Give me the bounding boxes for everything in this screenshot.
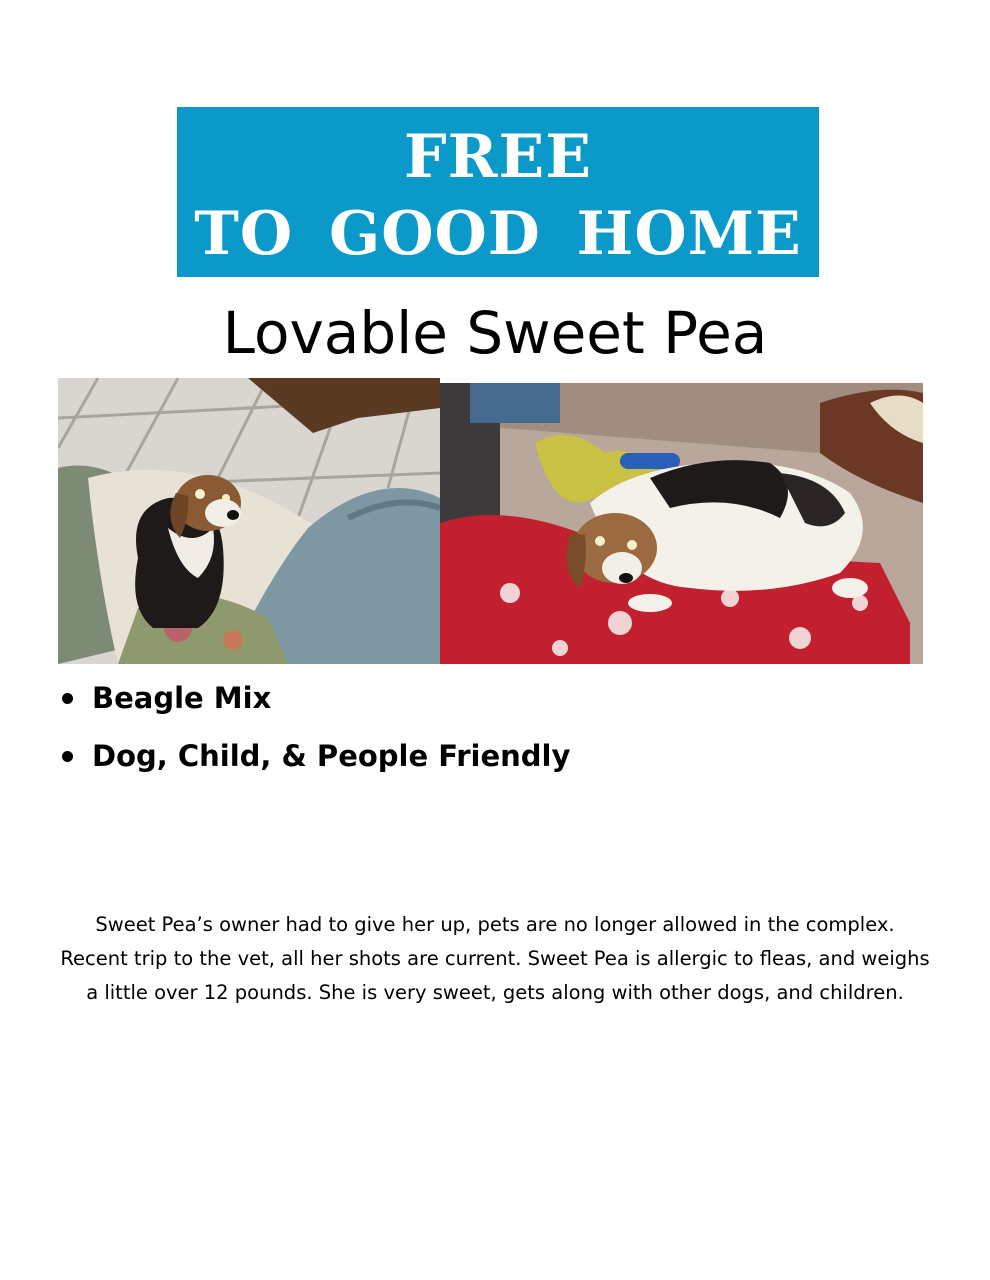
banner-line-1: FREE <box>404 122 592 192</box>
feature-item <box>62 734 570 792</box>
banner-line-2: TO GOOD HOME <box>194 199 802 269</box>
bullet-icon <box>62 751 73 762</box>
feature-text: Beagle Mix <box>92 681 272 715</box>
dog-photo-lying-on-red-blanket <box>440 383 923 664</box>
feature-text: Dog, Child, & People Friendly <box>92 739 571 773</box>
dog-photo-sitting <box>58 378 440 664</box>
description-paragraph: Sweet Pea’s owner had to give her up, pets are no longer allowed in the complex. Recent trip to the vet, all her shots are current. Sweet Pea is allergic to fleas, and weighs a little over 12 pounds. She is very sweet, gets along with other dogs, and children. <box>60 913 930 1004</box>
bullet-icon <box>62 693 73 704</box>
free-to-good-home-banner <box>177 107 819 277</box>
feature-list <box>62 676 570 792</box>
feature-item <box>62 676 570 734</box>
page-title: Lovable Sweet Pea <box>222 299 768 367</box>
